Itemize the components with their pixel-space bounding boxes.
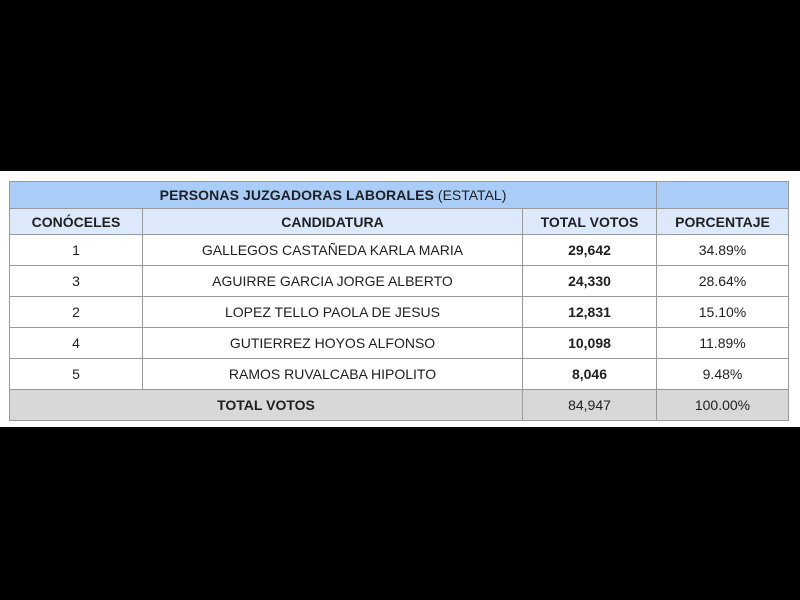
candidate-name: AGUIRRE GARCIA JORGE ALBERTO: [143, 266, 523, 297]
candidate-percentage: 28.64%: [657, 266, 789, 297]
table-header-row: [10, 209, 789, 235]
row-number: 1: [10, 235, 143, 266]
table-title-bold: PERSONAS JUZGADORAS LABORALES: [159, 187, 435, 203]
row-number: 3: [10, 266, 143, 297]
table-title-suffix: (ESTATAL): [437, 187, 507, 203]
candidate-name: GALLEGOS CASTAÑEDA KARLA MARIA: [143, 235, 523, 266]
total-row: [10, 390, 789, 421]
header-total-votos: TOTAL VOTOS: [523, 209, 657, 235]
table-title-empty-cell: [657, 182, 789, 209]
candidate-percentage: 11.89%: [657, 328, 789, 359]
row-number: 5: [10, 359, 143, 390]
table-row: [10, 235, 789, 266]
candidate-name: GUTIERREZ HOYOS ALFONSO: [143, 328, 523, 359]
table-row: [10, 359, 789, 390]
candidate-votes: 12,831: [523, 297, 657, 328]
candidate-votes: 29,642: [523, 235, 657, 266]
row-number: 2: [10, 297, 143, 328]
candidate-name: LOPEZ TELLO PAOLA DE JESUS: [143, 297, 523, 328]
table-title-row: [10, 182, 789, 209]
candidate-name: RAMOS RUVALCABA HIPOLITO: [143, 359, 523, 390]
candidate-percentage: 9.48%: [657, 359, 789, 390]
total-percentage: 100.00%: [657, 390, 789, 421]
results-table: [9, 181, 789, 421]
header-candidatura: CANDIDATURA: [143, 209, 523, 235]
candidate-votes: 24,330: [523, 266, 657, 297]
total-label: TOTAL VOTOS: [10, 390, 523, 421]
candidate-votes: 10,098: [523, 328, 657, 359]
row-number: 4: [10, 328, 143, 359]
table-row: [10, 266, 789, 297]
total-votes: 84,947: [523, 390, 657, 421]
header-porcentaje: PORCENTAJE: [657, 209, 789, 235]
header-conoceles: CONÓCELES: [10, 209, 143, 235]
table-row: [10, 328, 789, 359]
table-row: [10, 297, 789, 328]
table-title: [10, 182, 657, 209]
results-panel: [0, 171, 800, 427]
candidate-percentage: 15.10%: [657, 297, 789, 328]
candidate-votes: 8,046: [523, 359, 657, 390]
candidate-percentage: 34.89%: [657, 235, 789, 266]
